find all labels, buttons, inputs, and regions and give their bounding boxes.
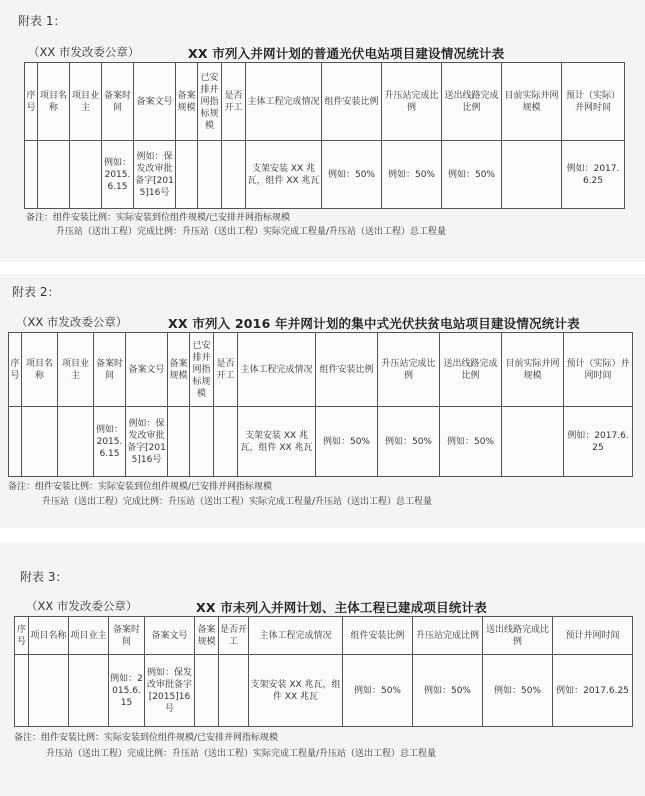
table-cell [176, 141, 198, 209]
table-1-seal: （XX 市发改委公章） [28, 45, 140, 59]
header-cell: 序号 [9, 333, 22, 407]
header-cell: 备案规模 [195, 617, 219, 655]
table-3-label: 附表 3： [20, 570, 68, 584]
header-cell: 已安排并网指标规模 [198, 63, 222, 141]
separator-2 [0, 528, 645, 542]
table-cell: 例如：保发改审批备字[2015]16号 [126, 407, 168, 477]
separator-1 [0, 262, 645, 274]
table-cell [22, 407, 58, 477]
header-cell: 是否开工 [214, 333, 238, 407]
table-cell [198, 141, 222, 209]
header-cell: 预计（实际）并网时间 [564, 333, 633, 407]
header-cell: 送出线路完成比例 [483, 617, 553, 655]
table-cell [219, 655, 249, 727]
header-cell: 序号 [15, 617, 29, 655]
table-cell [190, 407, 214, 477]
table-header-row [9, 333, 633, 407]
header-cell: 备案文号 [145, 617, 195, 655]
header-cell: 主体工程完成情况 [249, 617, 343, 655]
header-cell: 组件安装比例 [343, 617, 413, 655]
header-cell: 序号 [25, 63, 38, 141]
table-row [9, 407, 633, 477]
header-cell: 送出线路完成比例 [440, 333, 502, 407]
header-cell: 项目名称 [22, 333, 58, 407]
table-cell: 例如：50% [382, 141, 442, 209]
table-cell: 例如：2017.6.25 [564, 407, 633, 477]
table-1-label: 附表 1： [18, 14, 66, 28]
header-cell: 升压站完成比例 [378, 333, 440, 407]
table-cell: 例如：2017.6.25 [553, 655, 633, 727]
table-2-label: 附表 2： [12, 285, 60, 299]
header-cell: 升压站完成比例 [382, 63, 442, 141]
table-header-row [15, 617, 633, 655]
table-header-row [25, 63, 625, 141]
header-cell: 备案时间 [109, 617, 145, 655]
table-2-seal: （XX 市发改委公章） [16, 315, 128, 329]
table-cell [58, 407, 94, 477]
table-1-title: XX 市列入并网计划的普通光伏电站项目建设情况统计表 [188, 46, 505, 61]
table-cell: 例如：50% [440, 407, 502, 477]
header-cell: 组件安装比例 [322, 63, 382, 141]
header-cell: 备案文号 [126, 333, 168, 407]
table-cell: 例如：50% [413, 655, 483, 727]
header-cell: 备案时间 [94, 333, 126, 407]
table-cell [502, 141, 562, 209]
table-cell [25, 141, 38, 209]
header-cell: 备案时间 [102, 63, 134, 141]
table-cell: 例如：50% [322, 141, 382, 209]
table-cell [38, 141, 70, 209]
table-cell: 例如：50% [378, 407, 440, 477]
header-cell: 备案规模 [168, 333, 190, 407]
table-row [25, 141, 625, 209]
header-cell: 目前实际并网规模 [502, 63, 562, 141]
table-cell: 例如：50% [316, 407, 378, 477]
table-cell [69, 655, 109, 727]
table-3-note-1: 备注：组件安装比例：实际安装到位组件规模/已安排并网指标规模 [14, 733, 279, 743]
header-cell: 已安排并网指标规模 [190, 333, 214, 407]
table-cell: 支架安装 XX 兆瓦，组件 XX 兆瓦 [249, 655, 343, 727]
table-cell [214, 407, 238, 477]
table-cell [222, 141, 246, 209]
table-row [15, 655, 633, 727]
table-3-seal: （XX 市发改委公章） [26, 599, 138, 613]
table-cell: 例如：2015.6.15 [94, 407, 126, 477]
table-cell: 例如：50% [343, 655, 413, 727]
table-cell [9, 407, 22, 477]
table-2-title: XX 市列入 2016 年并网计划的集中式光伏扶贫电站项目建设情况统计表 [168, 316, 580, 331]
header-cell: 是否开工 [219, 617, 249, 655]
table-3-note-2: 升压站（送出工程）完成比例：升压站（送出工程）实际完成工程量/升压站（送出工程）总工程量 [46, 749, 437, 759]
header-cell: 项目业主 [70, 63, 102, 141]
header-cell: 主体工程完成情况 [246, 63, 322, 141]
table-1-note-1: 备注：组件安装比例：实际安装到位组件规模/已安排并网指标规模 [26, 213, 291, 223]
header-cell: 项目名称 [29, 617, 69, 655]
table-cell: 例如：保发改审批备字[2015]16号 [134, 141, 176, 209]
header-cell: 主体工程完成情况 [238, 333, 316, 407]
table-cell [70, 141, 102, 209]
header-cell: 组件安装比例 [316, 333, 378, 407]
table-cell: 支架安装 XX 兆瓦，组件 XX 兆瓦 [246, 141, 322, 209]
table-cell: 例如：50% [483, 655, 553, 727]
table-1-note-2: 升压站（送出工程）完成比例：升压站（送出工程）实际完成工程量/升压站（送出工程）总工程量 [56, 227, 447, 237]
table-cell: 例如：2017.6.25 [562, 141, 625, 209]
table-1 [24, 62, 625, 209]
header-cell: 升压站完成比例 [413, 617, 483, 655]
header-cell: 备案规模 [176, 63, 198, 141]
header-cell: 送出线路完成比例 [442, 63, 502, 141]
table-cell: 支架安装 XX 兆瓦，组件 XX 兆瓦 [238, 407, 316, 477]
table-cell [195, 655, 219, 727]
table-cell [15, 655, 29, 727]
table-3-title: XX 市未列入并网计划、主体工程已建成项目统计表 [196, 600, 487, 615]
header-cell: 项目名称 [38, 63, 70, 141]
table-cell: 例如：50% [442, 141, 502, 209]
table-3 [14, 616, 633, 727]
table-cell [502, 407, 564, 477]
header-cell: 是否开工 [222, 63, 246, 141]
header-cell: 预计并网时间 [553, 617, 633, 655]
table-2-note-2: 升压站（送出工程）完成比例：升压站（送出工程）实际完成工程量/升压站（送出工程）总工程量 [42, 497, 433, 507]
header-cell: 目前实际并网规模 [502, 333, 564, 407]
table-cell: 例如：保发改审批备字[2015]16号 [145, 655, 195, 727]
table-cell [29, 655, 69, 727]
header-cell: 项目业主 [69, 617, 109, 655]
table-cell: 例如：2015.6.15 [109, 655, 145, 727]
table-2 [8, 332, 633, 477]
table-cell [168, 407, 190, 477]
table-cell: 例如：2015.6.15 [102, 141, 134, 209]
table-2-note-1: 备注：组件安装比例：实际安装到位组件规模/已安排并网指标规模 [8, 482, 273, 492]
header-cell: 备案文号 [134, 63, 176, 141]
header-cell: 项目业主 [58, 333, 94, 407]
header-cell: 预计（实际）并网时间 [562, 63, 625, 141]
